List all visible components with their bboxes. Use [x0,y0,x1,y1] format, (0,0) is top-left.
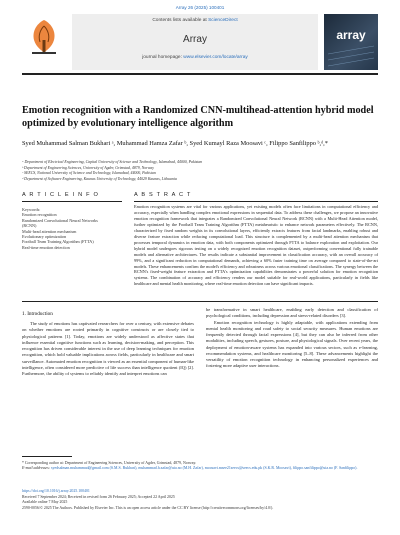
email-label: E-mail addresses: [22,466,51,471]
copyright-line: 2590-0056/© 2025 The Authors. Published by Elsevier Inc. This is an open access article under the CC BY license (http://creativecommons.org/licenses/by/4.0/). [22,505,274,510]
doi-link[interactable]: https://doi.org/10.1016/j.array.2025.100401 [22,489,90,493]
keyword-item: Evolutionary optimization [22,234,67,240]
contents-line [72,18,318,23]
author-list[interactable]: Syed Muhammad Salman Bukhari ᵃ, Muhammad Hamza Zafar ᵇ, Syed Kumayl Raza Moosavi ᶜ, Filippo Sanfilippo ᵇ,ᵈ,* [22,140,328,147]
affiliation-item: ᵇ Department of Engineering Sciences, University of Agder, Grimstad, 4879, Norway [22,165,154,170]
abstract-text: Emotion recognition systems are vital for various applications, yet existing models often face limitations in computational efficiency and accuracy, especially when handling complex emotional expressions in sequential data. To address these challenges, we propose an innovative emotion recognition framework that integrates a Randomized Convolutional Neural Network (RCNN) with a Multi-Head Attention model, further optimized by the Football Team Training Algorithm (FTTA) metaheuristic to enhance network parameters effectively. The RCNN, characterized by fixed random weights in its convolutional layers, efficiently extracts features from facial landmarks, enabling robust and diverse feature extraction while reducing computational load. This structure is complemented by a multi-head attention mechanism that processes temporal dynamics in emotion data, with both components optimized through FTTA to balance exploration and exploitation. Our hybrid model undergoes rigorous testing on a widely recognized emotion recognition dataset, outperforming conventional fully trainable models and alternative architectures. The results indicate a substantial improvement in classification accuracy, with an overall accuracy of 99%, and a significant reduction in computational demands, achieving a 60% faster training time on average compared to state-of-the-art models. These enhancements confirm the model's efficiency and robustness across various emotional classifications. The synergy between the RCNN's fixed-weight feature extraction and FTTA's optimization capabilities demonstrates a powerful solution for emotion recognition systems. The combination of accuracy and efficiency renders our model suitable for real-world applications, particularly in fields like healthcare and mental health monitoring, where real-time emotion detection can have significant impacts. [134,204,378,287]
cover-title: array [336,28,366,42]
footnote-rule [22,456,72,457]
paragraph: The study of emotions has captivated researchers for over a century, with extensive debates on whether emotions are rooted primarily in cognitive constructs or are closely tied to physiological patterns [1]. Today, emotions are widely understood as affective states that influence essential cognitive functions such as learning, decision-making, and perception. This recognition has driven considerable interest in the use of deep learning techniques for emotion recognition, which hold valuable implications across fields, particularly in healthcare and smart surveillance. Automated emotion recognition is viewed as an essential component of human-like intelligence, often considered more predictive of life success than intelligence quotient (IQ) [2]. Furthermore, the ability of systems to reliably identify and interpret emotions can [22,321,194,376]
header-rule [22,73,378,75]
journal-info-box [72,14,318,70]
available-online: Available online 7 May 2025 [22,500,68,504]
contents-prefix: Contents lists available at [152,18,207,23]
homepage-link[interactable]: www.elsevier.com/locate/array [183,55,248,60]
affiliation-item: ᶜ SEECS, National University of Science and Technology, Islamabad, 44000, Pakistan [22,171,156,175]
running-head[interactable]: Array 26 (2025) 100401 [175,5,225,10]
email-addresses[interactable]: syedsalman.muhammad@gmail.com (S.M.S. Bukhari), muhammad.h.zafar@uia.no (M.H. Zafar), moosavi.msee21seecs@seecs.edu.pk (S.K.R. Moosavi), filippo.sanfilippo@uia.no (F. Sanfilippo). [51,466,358,471]
footnote [22,461,378,472]
intro-right-column [206,307,378,370]
keyword-item: (RCNN) [22,223,37,229]
paragraph: Emotion recognition technology is highly adaptable, with applications extending from mental health monitoring and road safety to social security measures. Human emotions are frequently detected through facial expressions [4], but they can also be inferred from other modalities, including speech, gestures, posture, and physiological signals. Over recent years, the deployment of emotion-aware systems has expanded into various sectors, such as e-learning, recommendation systems, and healthcare monitoring [5–8]. These advancements highlight the versatility of emotion recognition technology in enhancing personalized experiences and fostering more adaptive user interactions. [206,319,378,369]
journal-name: Array [183,34,207,45]
elsevier-logo[interactable] [22,14,66,58]
affiliation-item: ᵈ Department of Software Engineering, Kaunas University of Technology, 44029 Kaunas, Lithuania [22,176,177,181]
section-heading: 1. Introduction [22,311,53,317]
paragraph: be transformative in smart healthcare, enabling early detection and classification of psychological conditions, including depression and stress-related disorders [3]. [206,307,378,319]
abstract-heading: A B S T R A C T [134,192,192,198]
keywords-label: Keywords: [22,207,41,212]
homepage-prefix: journal homepage: [142,55,182,60]
divider [134,201,378,202]
keyword-item: Emotion recognition [22,212,57,218]
article-info-heading: A R T I C L E I N F O [22,192,100,198]
journal-banner [22,14,378,70]
keywords-block [22,207,122,250]
keyword-item: Randomized Convolutional Neural Networks [22,217,98,223]
sciencedirect-link[interactable]: ScienceDirect [208,18,238,23]
article-title: Emotion recognition with a Randomized CNN-multihead-attention hybrid model optimized by evolutionary intelligence algorithm [22,105,374,129]
keyword-item: Multi-head attention mechanism [22,228,77,234]
journal-cover-image[interactable] [324,14,378,70]
divider [22,301,378,302]
keyword-item: Real-time emotion detection [22,244,70,250]
intro-left-column [22,321,194,377]
publication-info [22,489,378,511]
journal-homepage-line [72,55,318,60]
affiliation-list [22,160,378,182]
keyword-item: Football Team Training Algorithm (FTTA) [22,239,94,245]
divider [22,201,122,202]
email-line [22,466,378,471]
affiliation-item: ᵃ Department of Electrical Engineering, Capital University of Science and Technology, Islamabad, 44000, Pakistan [22,160,203,164]
received-dates: Received 7 September 2024; Received in revised form 26 February 2025; Accepted 22 April 2025 [22,494,175,499]
corresponding-author-note: * Corresponding author at: Department of Engineering Sciences, University of Agder, Grimstad, 4879, Norway. [22,461,197,465]
